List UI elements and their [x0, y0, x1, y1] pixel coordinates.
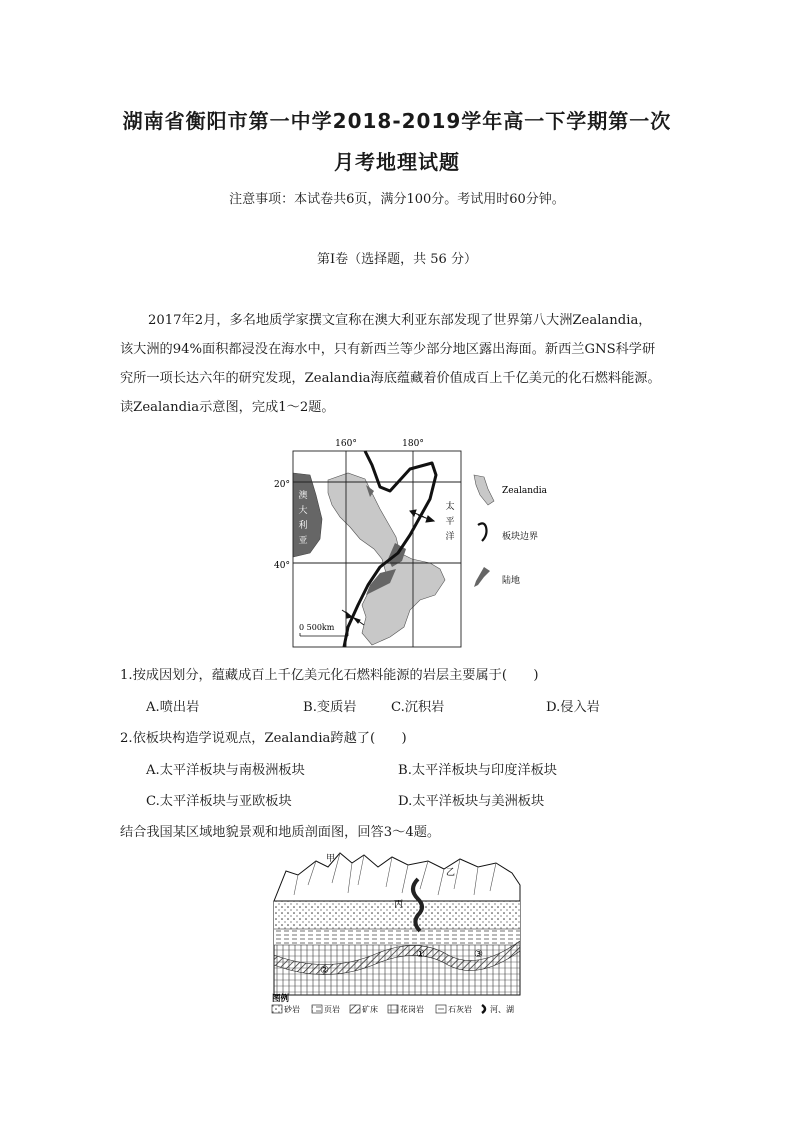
- question-text: 按成因划分，蕴藏成百上千亿美元化石燃料能源的岩层主要属于( ): [132, 668, 539, 683]
- question-number: 1.: [120, 668, 133, 683]
- scale-bar: [299, 623, 348, 636]
- zealandia-region: [328, 473, 445, 645]
- australia-label: 澳: [298, 491, 308, 501]
- intro-line: 读Zealandia示意图，完成1～2题。: [120, 400, 335, 415]
- legend-land-label: 陆地: [502, 576, 521, 586]
- australia-label: 利: [298, 521, 308, 531]
- page-title-line2: 月考地理试题: [334, 150, 460, 174]
- australia-label: 亚: [298, 536, 308, 546]
- geologic-profile: [268, 845, 530, 1015]
- label-circle-3: ③: [474, 949, 483, 960]
- q1-option-d[interactable]: D.侵入岩: [546, 700, 600, 715]
- q2-option-b[interactable]: B.太平洋板块与印度洋板块: [398, 763, 557, 778]
- profile-legend-title: 图例: [272, 994, 290, 1004]
- zealandia-symbol: [474, 475, 494, 505]
- followup-instruction: 结合我国某区域地貌景观和地质剖面图，回答3～4题。: [120, 825, 441, 840]
- label-yi: 乙: [446, 868, 456, 878]
- map-legend: [474, 475, 548, 587]
- intro-line: 2017年2月，多名地质学家撰文宣称在澳大利亚东部发现了世界第八大洲Zealandia，: [148, 313, 652, 328]
- q1-option-b[interactable]: B.变质岩: [303, 700, 357, 715]
- australia-label: 大: [298, 506, 308, 516]
- legend-granite: 花岗岩: [400, 1005, 424, 1014]
- legend-shale: 页岩: [324, 1005, 340, 1014]
- question-1: [120, 664, 539, 683]
- svg-text:0 500km: 0 500km: [299, 623, 335, 632]
- question-text: 依板块构造学说观点，Zealandia跨越了( ): [132, 731, 407, 746]
- page-title-line1: 湖南省衡阳市第一中学2018-2019学年高一下学期第一次: [122, 109, 672, 133]
- legend-ore: 矿床: [362, 1005, 378, 1014]
- section-heading: 第Ⅰ卷（选择题，共 56 分）: [317, 252, 477, 267]
- q1-option-c[interactable]: C.沉积岩: [391, 700, 445, 715]
- question-2: [120, 727, 407, 746]
- lon-label-180: 180°: [402, 439, 424, 449]
- q2-option-a[interactable]: A.太平洋板块与南极洲板块: [146, 763, 305, 778]
- legend-sandstone: 砂岩: [284, 1005, 300, 1014]
- lat-label-20: 20°: [274, 480, 290, 490]
- label-circle-1: ①: [416, 949, 425, 960]
- legend-zealandia-label: Zealandia: [502, 486, 547, 496]
- intro-line: 究所一项长达六年的研究发现，Zealandia海底蕴藏着价值成百上千亿美元的化石燃料能源。: [120, 371, 661, 386]
- pacific-label: 太: [445, 502, 455, 512]
- profile-legend: [272, 1004, 514, 1014]
- label-bing: 丙: [394, 900, 404, 910]
- q2-option-d[interactable]: D.太平洋板块与美洲板块: [398, 794, 545, 809]
- exam-notice: 注意事项：本试卷共6页，满分100分。考试用时60分钟。: [229, 192, 565, 207]
- lon-label-160: 160°: [335, 439, 357, 449]
- q2-option-c[interactable]: C.太平洋板块与亚欧板块: [146, 794, 292, 809]
- intro-line: 该大洲的94%面积都浸没在海水中，只有新西兰等少部分地区露出海面。新西兰GNS科学研: [120, 342, 656, 357]
- legend-plate-boundary-label: 板块边界: [502, 532, 539, 542]
- intro-paragraph: [120, 306, 680, 422]
- lat-label-40: 40°: [274, 561, 290, 571]
- pacific-label: 平: [445, 517, 455, 527]
- land-symbol: [474, 567, 490, 587]
- zealandia-map: [270, 435, 570, 650]
- label-jia: 甲: [326, 854, 336, 864]
- plate-boundary-symbol: [478, 523, 487, 541]
- legend-limestone: 石灰岩: [448, 1005, 472, 1014]
- legend-river-lake: 河、湖: [490, 1005, 514, 1014]
- question-number: 2.: [120, 731, 133, 746]
- label-circle-2: ②: [320, 965, 329, 976]
- pacific-label: 洋: [445, 532, 455, 542]
- q1-option-a[interactable]: A.喷出岩: [146, 700, 200, 715]
